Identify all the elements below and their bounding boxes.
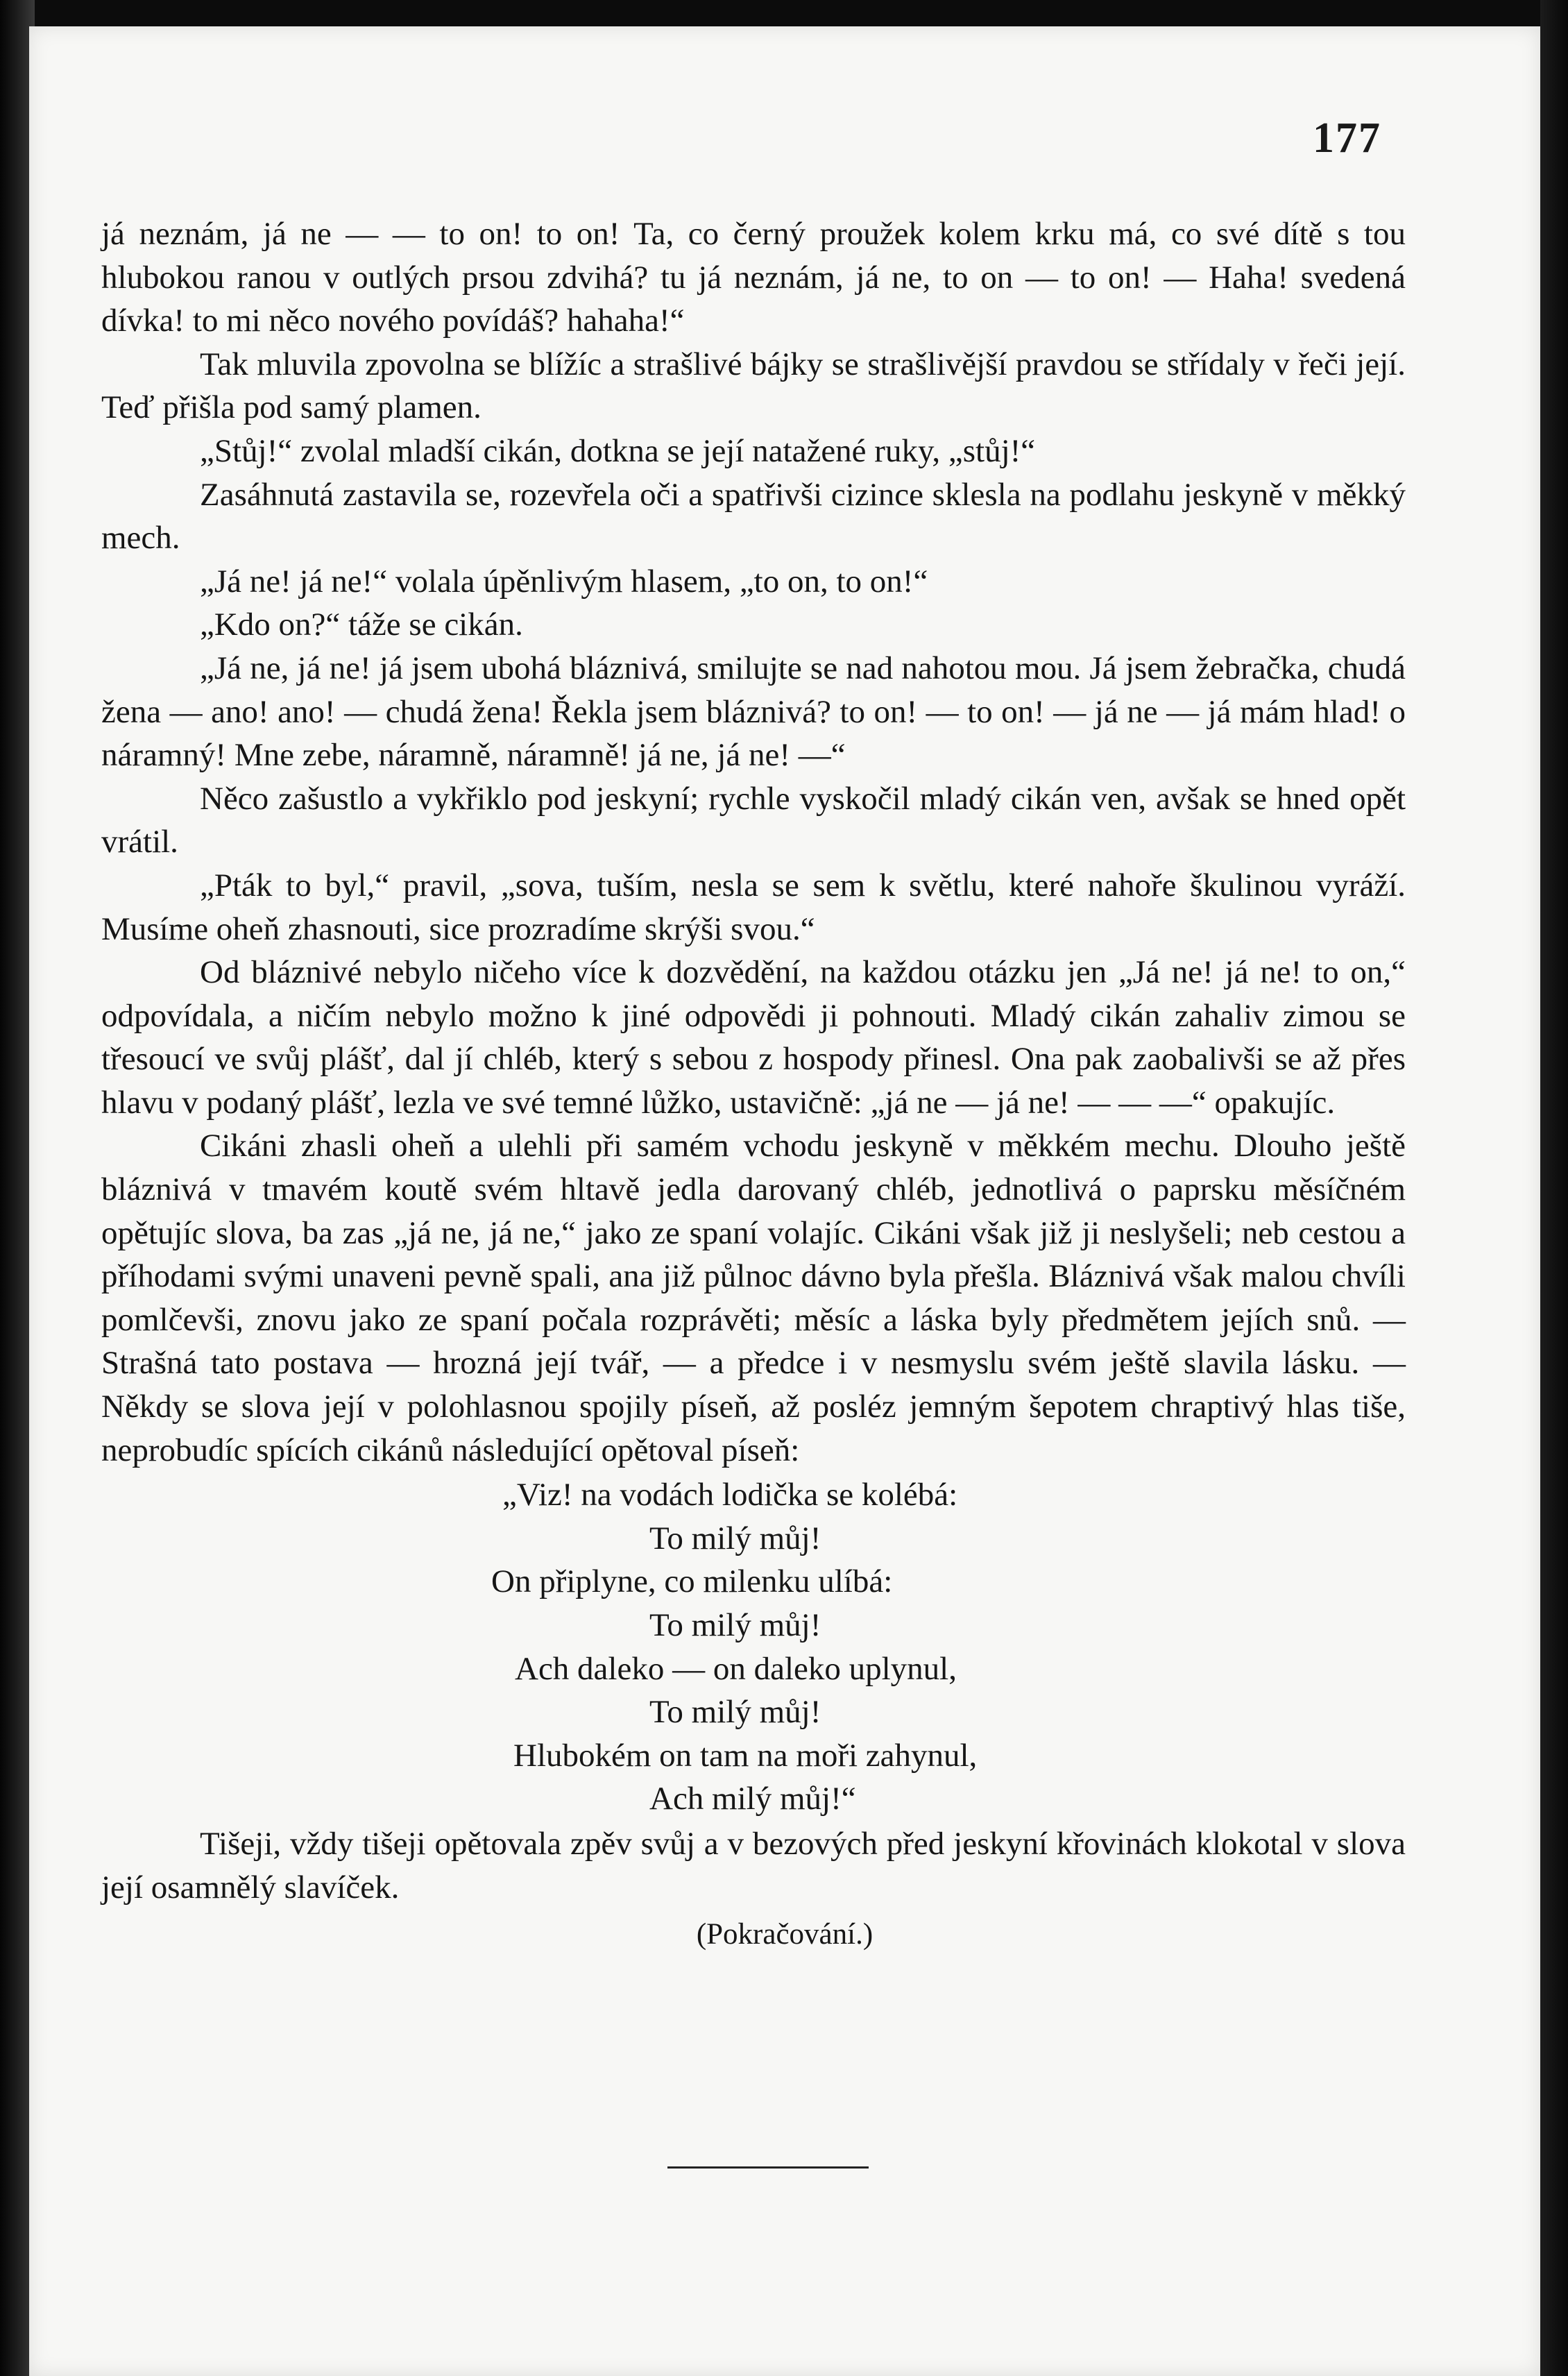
end-rule [667,2166,869,2169]
scan-right-edge [1540,0,1568,2376]
paragraph-7: „Já ne, já ne! já jsem ubohá bláznivá, smilujte se nad nahotou mou. Já jsem žebračka, chudá žena — ano! ano! — chudá žena! Řekla jsem bláznivá? to on! — to on! — já ne — já mám hlad! o náramný! Mne zebe, náramně, náramně! já ne, já ne! —“ [101,650,1406,774]
song-line: To milý můj! [649,1607,821,1643]
paragraph-1: já neznám, já ne — — to on! to on! Ta, co černý proužek kolem krku má, co své dítě s tou hlubokou ranou v outlých prsou zdvihá? tu já neznám, já ne, to on — to on! — Haha! svedená dívka! to mi něco nového povídáš? hahaha!“ [101,216,1406,339]
song-line: Hlubokém on tam na moři zahynul, [513,1737,978,1774]
paragraph-10: Od bláznivé nebylo ničeho více k dozvědění, na každou otázku jen „Já ne! já ne! to on,“ odpovídala, a ničím nebylo možno k jiné odpovědi ji pohnouti. Mladý cikán zahaliv zimou se třesoucí ve svůj plášť, dal jí chléb, který s sebou z hospody přinesl. Ona pak zaobalivši se až přes hlavu v podaný plášť, lezla ve své temné lůžko, ustavičně: „já ne — já ne! — — —“ opakujíc. [101,954,1406,1121]
paragraph-3: „Stůj!“ zvolal mladší cikán, dotkna se její natažené ruky, „stůj!“ [200,432,1036,469]
song-line: On připlyne, co milenku ulíbá: [491,1563,893,1600]
song-verse [101,1473,1406,1821]
song-line: Ach milý můj!“ [649,1781,856,1817]
paragraph-11: Cikáni zhasli oheň a ulehli při samém vchodu jeskyně v měkkém mechu. Dlouho ještě bláznivá v tmavém koutě svém hltavě jedla darovaný chléb, jednotlivá o paprsku měsíčném opětujíc slova, ba zas „já ne, já ne,“ jako ze spaní volajíc. Cikáni však již ji neslyšeli; neb cestou a příhodami svými unaveni pevně spali, ana již půlnoc dávno byla přešla. Bláznivá však malou chvíli pomlčevši, znovu jako ze spaní počala rozprávěti; měsíc a láska byly předmětem jejích snů. — Strašná tato postava — hrozná její tvář, — a předce i v nesmyslu svém ještě slavila lásku. — Někdy se slova její v polohlasnou spojily píseň, až posléz jemným šepotem chraptivý hlas tiše, neprobudíc spících cikánů následující opětoval píseň: [101,1128,1406,1468]
continued-note: (Pokračování.) [696,1918,874,1951]
closing-paragraph: Tišeji, vždy tišeji opětovala zpěv svůj a v bezových před jeskyní křovinách klokotal v slova její osamnělý slavíček. [101,1825,1406,1906]
paragraph-8: Něco zašustlo a vykřiklo pod jeskyní; rychle vyskočil mladý cikán ven, avšak se hned opět vrátil. [101,780,1406,860]
song-line: To milý můj! [649,1520,821,1556]
book-page [29,26,1540,2376]
paragraph-2: Tak mluvila zpovolna se blížíc a strašlivé bájky se strašlivější pravdou se střídaly v řeči její. Teď přišla pod samý plamen. [101,346,1406,426]
page-number: 177 [1313,114,1381,162]
song-line: „Viz! na vodách lodička se kolébá: [502,1477,958,1513]
song-line: To milý můj! [649,1694,821,1731]
paragraph-6: „Kdo on?“ táže se cikán. [200,606,523,643]
paragraph-5: „Já ne! já ne!“ volala úpěnlivým hlasem, „to on, to on!“ [200,563,928,600]
paragraph-9: „Pták to byl,“ pravil, „sova, tuším, nesla se sem k světlu, které nahoře škulinou vyráží. Musíme oheň zhasnouti, sice prozradíme skrýši svou.“ [101,867,1406,947]
paragraph-4: Zasáhnutá zastavila se, rozevřela oči a spatřivši cizince sklesla na podlahu jeskyně v měkký mech. [101,476,1406,557]
song-line: Ach daleko — on daleko uplynul, [515,1650,957,1687]
page-body [101,212,1406,1957]
